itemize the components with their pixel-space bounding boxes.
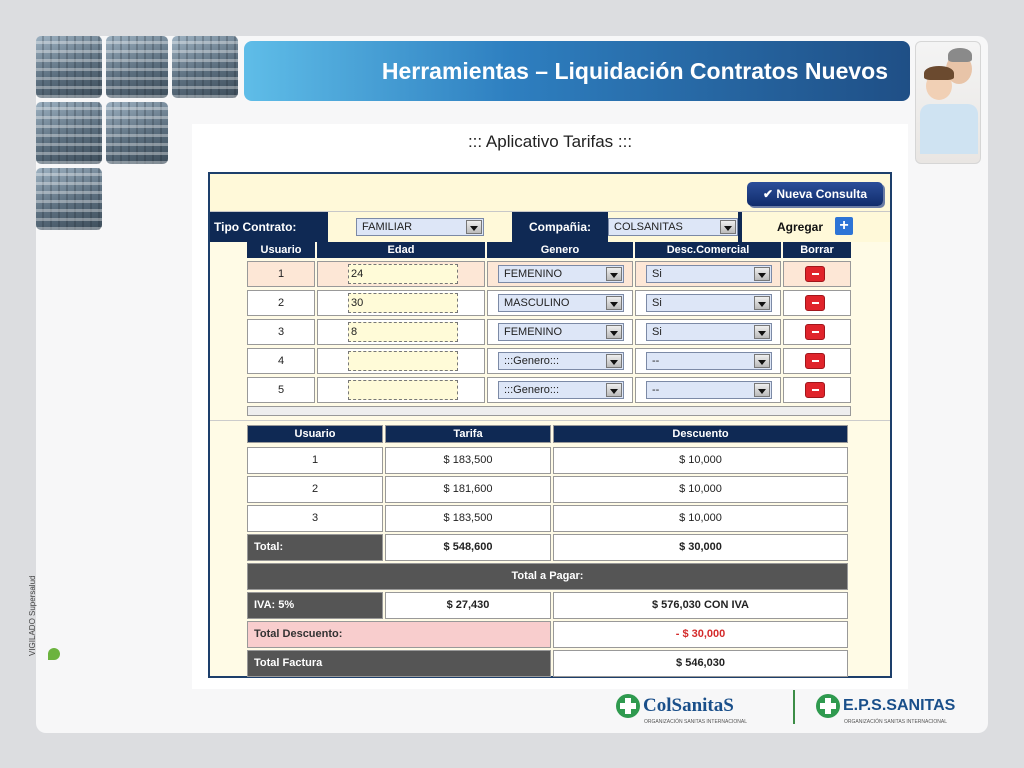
delete-row-button[interactable]: [805, 266, 825, 282]
edad-input[interactable]: 8: [348, 322, 458, 342]
res-header-usuario: Usuario: [247, 425, 383, 443]
desc-comercial-select[interactable]: [646, 265, 772, 283]
building-photo-1: [36, 36, 102, 98]
colsanitas-cross-icon: [616, 694, 640, 718]
edad-input[interactable]: [348, 380, 458, 400]
supersalud-leaf-icon: [48, 648, 60, 660]
con-iva-value: $ 576,030 CON IVA: [553, 592, 848, 619]
grid-edad-cell: [317, 261, 485, 287]
eps-sanitas-logo: [816, 694, 956, 725]
genero-value: :::Genero:::: [504, 355, 560, 367]
desc-comercial-value: Si: [652, 326, 662, 338]
slide: [28, 36, 988, 733]
grid-borrar-cell: [783, 348, 851, 374]
genero-select[interactable]: [498, 352, 624, 370]
grid-desc-cell: [635, 348, 781, 374]
grid-desc-cell: [635, 261, 781, 287]
res-header-descuento: Descuento: [553, 425, 848, 443]
grid-edad-cell: [317, 290, 485, 316]
desc-comercial-select[interactable]: [646, 294, 772, 312]
grid-genero-cell: [487, 348, 633, 374]
edad-input[interactable]: [348, 351, 458, 371]
genero-value: FEMENINO: [504, 326, 563, 338]
colsanitas-logo-sub: ORGANIZACIÓN SANITAS INTERNACIONAL: [644, 719, 747, 725]
eps-sanitas-logo-text: E.P.S.SANITAS: [843, 697, 956, 714]
total-label: Total:: [247, 534, 383, 561]
results-table: [247, 425, 850, 673]
delete-row-button[interactable]: [805, 353, 825, 369]
col-header-desc-comercial: Desc.Comercial: [635, 242, 781, 258]
chevron-down-icon: [754, 354, 770, 368]
compania-label: Compañia:: [512, 212, 608, 242]
chevron-down-icon: [466, 220, 482, 234]
iva-value: $ 27,430: [385, 592, 551, 619]
colsanitas-logo: [616, 694, 747, 725]
genero-select[interactable]: [498, 323, 624, 341]
building-photo-5: [106, 102, 168, 164]
edad-input[interactable]: 30: [348, 293, 458, 313]
grid-edad-cell: [317, 377, 485, 403]
top-band: [210, 174, 890, 212]
grid-genero-cell: [487, 319, 633, 345]
app-screenshot: [192, 124, 908, 689]
desc-comercial-select[interactable]: [646, 323, 772, 341]
genero-select[interactable]: [498, 265, 624, 283]
grid-usuario: 1: [247, 261, 315, 287]
grid-borrar-cell: [783, 261, 851, 287]
app-title: ::: Aplicativo Tarifas :::: [467, 132, 633, 151]
grid-usuario: 4: [247, 348, 315, 374]
grid-desc-cell: [635, 319, 781, 345]
col-header-genero: Genero: [487, 242, 633, 258]
app-frame: [208, 172, 892, 678]
logo-divider: [793, 690, 795, 724]
tipo-contrato-select[interactable]: [356, 218, 484, 236]
grid-usuario: 2: [247, 290, 315, 316]
grid-genero-cell: [487, 377, 633, 403]
desc-comercial-value: Si: [652, 268, 662, 280]
chevron-down-icon: [606, 383, 622, 397]
delete-row-button[interactable]: [805, 382, 825, 398]
chevron-down-icon: [754, 383, 770, 397]
users-grid: [247, 242, 854, 418]
building-photo-4: [36, 102, 102, 164]
total-a-pagar-label: Total a Pagar:: [247, 563, 848, 590]
genero-value: :::Genero:::: [504, 384, 560, 396]
desc-comercial-select[interactable]: [646, 381, 772, 399]
total-descuento-value: - $ 30,000: [553, 621, 848, 648]
grid-footer-bar: [247, 406, 851, 416]
grid-borrar-cell: [783, 319, 851, 345]
chevron-down-icon: [754, 296, 770, 310]
desc-comercial-value: Si: [652, 297, 662, 309]
res-header-tarifa: Tarifa: [385, 425, 551, 443]
eps-sanitas-logo-sub: ORGANIZACIÓN SANITAS INTERNACIONAL: [844, 719, 947, 725]
desc-comercial-select[interactable]: [646, 352, 772, 370]
add-user-button[interactable]: +: [835, 217, 853, 235]
col-header-usuario: Usuario: [247, 242, 315, 258]
total-descuento: $ 30,000: [553, 534, 848, 561]
contract-selector-row: [210, 212, 890, 242]
delete-row-button[interactable]: [805, 324, 825, 340]
grid-genero-cell: [487, 261, 633, 287]
desc-comercial-value: --: [652, 355, 660, 367]
res-usuario: 3: [247, 505, 383, 532]
iva-label: IVA: 5%: [247, 592, 383, 619]
chevron-down-icon: [606, 267, 622, 281]
side-brand: VIGILADO Supersalud: [28, 575, 37, 656]
grid-edad-cell: [317, 348, 485, 374]
chevron-down-icon: [754, 325, 770, 339]
colsanitas-logo-text: ColSanitaS: [643, 695, 734, 716]
chevron-down-icon: [720, 220, 736, 234]
chevron-down-icon: [754, 267, 770, 281]
total-descuento-label: Total Descuento:: [247, 621, 551, 648]
res-descuento: $ 10,000: [553, 505, 848, 532]
grid-usuario: 5: [247, 377, 315, 403]
building-photo-3: [172, 36, 238, 98]
footer-logos: [616, 688, 986, 728]
eps-sanitas-cross-icon: [816, 694, 840, 718]
grid-desc-cell: [635, 290, 781, 316]
total-factura-label: Total Factura: [247, 650, 551, 677]
col-header-borrar: Borrar: [783, 242, 851, 258]
genero-value: FEMENINO: [504, 268, 563, 280]
res-usuario: 1: [247, 447, 383, 474]
slide-title-bar: [244, 41, 910, 101]
genero-value: MASCULINO: [504, 297, 570, 309]
grid-genero-cell: [487, 290, 633, 316]
grid-desc-cell: [635, 377, 781, 403]
chevron-down-icon: [606, 325, 622, 339]
family-photo: [915, 41, 981, 164]
building-photo-6: [36, 168, 102, 230]
res-descuento: $ 10,000: [553, 476, 848, 503]
delete-row-button[interactable]: [805, 295, 825, 311]
nueva-consulta-button[interactable]: ✔ Nueva Consulta: [747, 182, 883, 206]
res-tarifa: $ 183,500: [385, 505, 551, 532]
total-factura-value: $ 546,030: [553, 650, 848, 677]
building-photo-2: [106, 36, 168, 98]
tipo-contrato-label: Tipo Contrato:: [210, 212, 328, 242]
res-tarifa: $ 181,600: [385, 476, 551, 503]
chevron-down-icon: [606, 296, 622, 310]
genero-select[interactable]: [498, 294, 624, 312]
tipo-contrato-value: FAMILIAR: [362, 221, 413, 233]
res-tarifa: $ 183,500: [385, 447, 551, 474]
grid-edad-cell: [317, 319, 485, 345]
total-tarifa: $ 548,600: [385, 534, 551, 561]
slide-title: Herramientas – Liquidación Contratos Nuevos: [381, 57, 888, 84]
chevron-down-icon: [606, 354, 622, 368]
res-usuario: 2: [247, 476, 383, 503]
grid-usuario: 3: [247, 319, 315, 345]
genero-select[interactable]: [498, 381, 624, 399]
res-descuento: $ 10,000: [553, 447, 848, 474]
compania-value: COLSANITAS: [614, 221, 683, 233]
grid-borrar-cell: [783, 290, 851, 316]
col-header-edad: Edad: [317, 242, 485, 258]
grid-borrar-cell: [783, 377, 851, 403]
compania-select[interactable]: [608, 218, 738, 236]
agregar-label: Agregar: [777, 220, 824, 234]
edad-input[interactable]: 24: [348, 264, 458, 284]
desc-comercial-value: --: [652, 384, 660, 396]
